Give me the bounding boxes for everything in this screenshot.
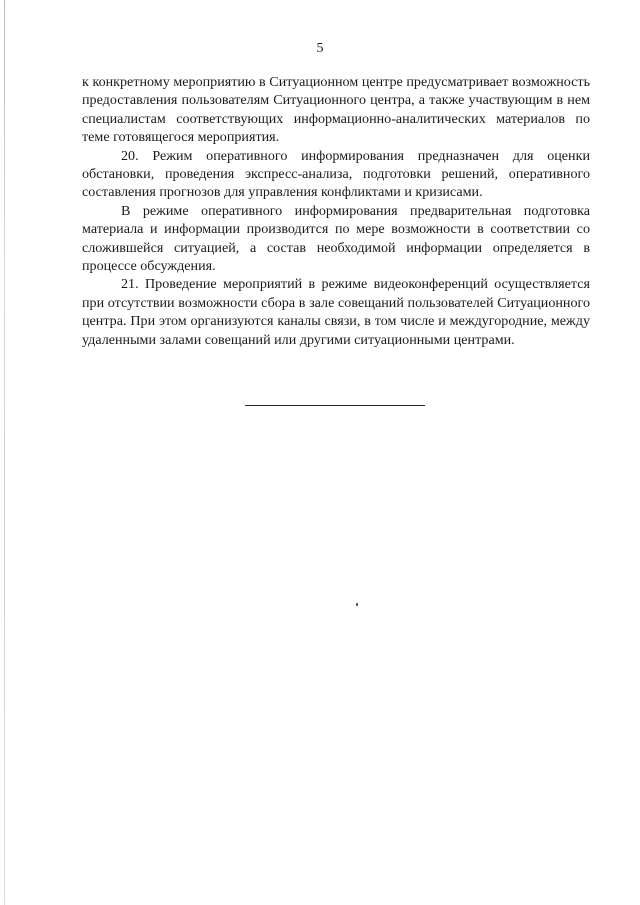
- paragraph-item-20: 20. Режим оперативного информирования предназначен для оценки обстановки, проведения экспресс-анализа, подготовки решений, оперативного составления прогнозов для управления конфликтами и кризисами.: [82, 147, 590, 201]
- scan-edge: [4, 0, 5, 905]
- end-of-text-rule: [245, 405, 425, 406]
- paragraph-item-21: 21. Проведение мероприятий в режиме видеоконференций осуществляется при отсутствии возможности сбора в зале совещаний пользователей Ситуационного центра. При этом организуются каналы связи, в том числе и междугородние, между удаленными залами совещаний или другими ситуационными центрами.: [82, 276, 590, 348]
- paragraph-continuation: к конкретному мероприятию в Ситуационном центре предусматривает возможность предоставления пользователям Ситуационного центра, а также участвующим в нем специалистам соответствующих информационно-аналитических материалов по теме готовящегося мероприятия.: [82, 74, 590, 146]
- scan-speck: [356, 603, 358, 606]
- paragraph-operative-mode: В режиме оперативного информирования предварительная подготовка материала и информации производится по мере возможности в соответствии со сложившейся ситуацией, а состав необходимой информации определяется в процессе обсуждения.: [82, 202, 590, 275]
- document-body: [82, 73, 590, 349]
- page-number: 5: [316, 41, 324, 56]
